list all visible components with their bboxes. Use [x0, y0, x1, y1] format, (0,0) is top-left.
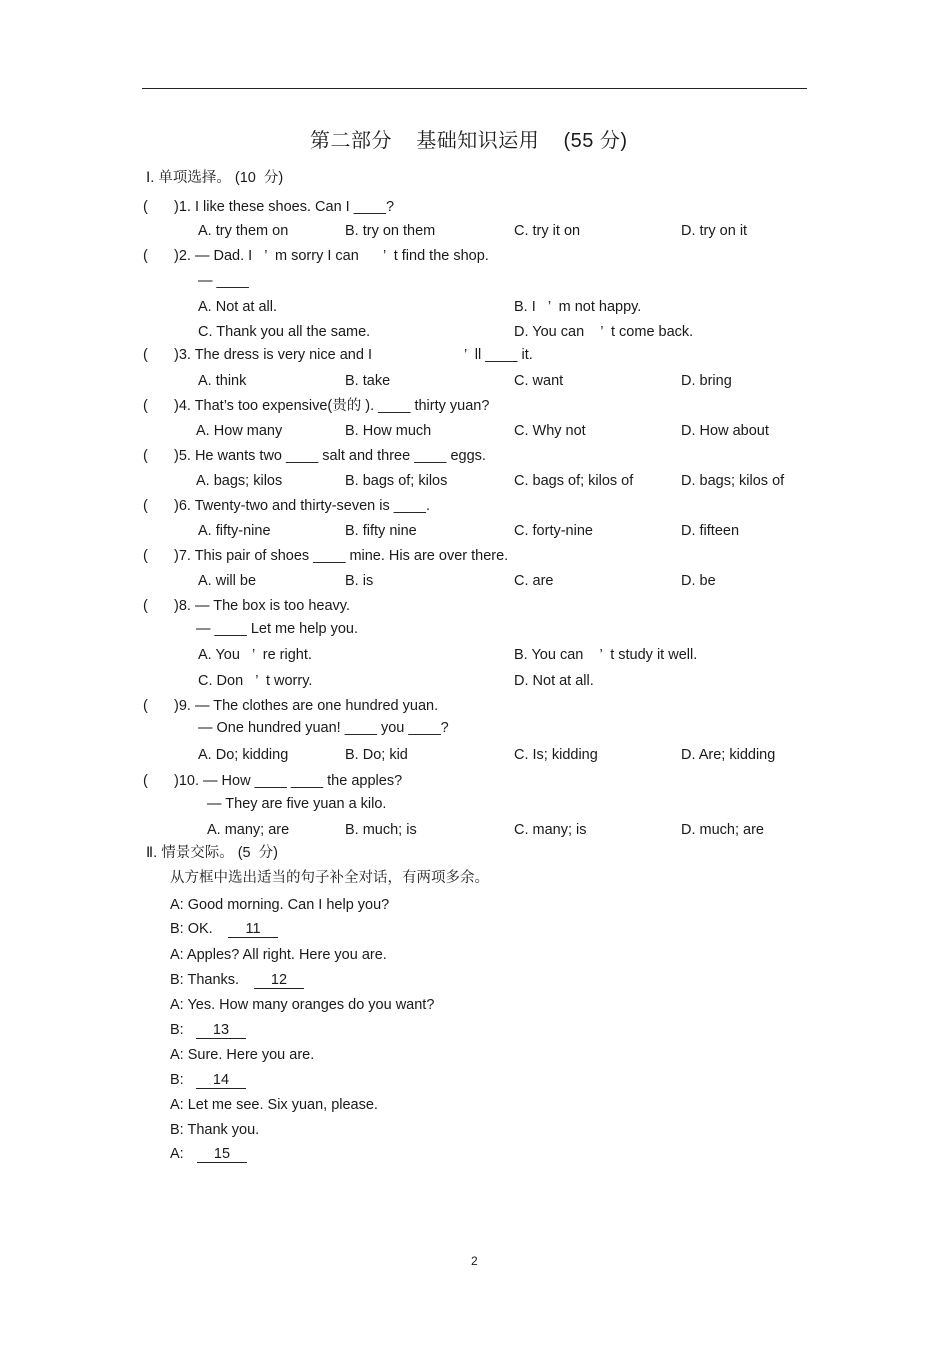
- question-reply: — One hundred yuan! ____ you ____?: [198, 720, 449, 736]
- option-c: C. Why not: [514, 423, 586, 439]
- question-stem: )8. — The box is too heavy.: [174, 598, 350, 614]
- option-a: A. Do; kidding: [198, 747, 289, 763]
- option-a: A. will be: [198, 573, 257, 589]
- question-stem: )7. This pair of shoes ____ mine. His are over there.: [174, 548, 509, 564]
- section2-instruction: 从方框中选出适当的句子补全对话，有两项多余。: [170, 870, 489, 886]
- option-d: D. bags; kilos of: [681, 473, 785, 489]
- question-stem: )4. That’s too expensive(贵的 ). ____ thirty yuan?: [174, 398, 490, 414]
- answer-bracket: (: [143, 498, 148, 514]
- option-b: B. is: [345, 573, 374, 589]
- option-c: C. bags of; kilos of: [514, 473, 634, 489]
- option-b: B. You can ’ t study it well.: [514, 647, 698, 663]
- option-a: A. fifty-nine: [198, 523, 271, 539]
- option-d: D. be: [681, 573, 716, 589]
- option-a: A. try them on: [198, 223, 289, 239]
- option-a: A. bags; kilos: [196, 473, 283, 489]
- answer-bracket: (: [143, 248, 148, 264]
- option-c: C. are: [514, 573, 554, 589]
- dialogue-line: A: Good morning. Can I help you?: [170, 897, 390, 913]
- question-stem: )9. — The clothes are one hundred yuan.: [174, 698, 439, 714]
- question-stem: )5. He wants two ____ salt and three ____ eggs.: [174, 448, 486, 464]
- option-d: D. fifteen: [681, 523, 740, 539]
- option-a: A. think: [198, 373, 247, 389]
- question-reply: — They are five yuan a kilo.: [207, 796, 387, 812]
- dialogue-line: A: Let me see. Six yuan, please.: [170, 1097, 378, 1113]
- option-d: D. much; are: [681, 822, 764, 838]
- dialogue-line: B:: [170, 1072, 184, 1088]
- option-c: C. Thank you all the same.: [198, 324, 371, 340]
- question-stem: )10. — How ____ ____ the apples?: [174, 773, 403, 789]
- option-c: C. want: [514, 373, 564, 389]
- option-c: C. Don ’ t worry.: [198, 673, 313, 689]
- option-d: D. How about: [681, 423, 769, 439]
- question-reply: — ____ Let me help you.: [196, 621, 359, 637]
- part-title: 第二部分 基础知识运用 (55 分): [310, 130, 628, 152]
- question-stem: )6. Twenty-two and thirty-seven is ____.: [174, 498, 431, 514]
- answer-bracket: (: [143, 398, 148, 414]
- answer-blank-12[interactable]: 12: [254, 973, 304, 989]
- answer-blank-15[interactable]: 15: [197, 1147, 247, 1163]
- option-b: B. bags of; kilos: [345, 473, 448, 489]
- question-reply: — ____: [198, 273, 249, 289]
- option-d: D. Not at all.: [514, 673, 594, 689]
- option-c: C. forty-nine: [514, 523, 593, 539]
- answer-bracket: (: [143, 548, 148, 564]
- option-c: C. Is; kidding: [514, 747, 598, 763]
- answer-blank-13[interactable]: 13: [196, 1023, 246, 1039]
- header-rule: [142, 88, 807, 89]
- option-a: A. Not at all.: [198, 299, 277, 315]
- answer-bracket: (: [143, 598, 148, 614]
- option-b: B. fifty nine: [345, 523, 417, 539]
- answer-blank-14[interactable]: 14: [196, 1073, 246, 1089]
- option-d: D. try on it: [681, 223, 748, 239]
- question-stem: )3. The dress is very nice and I: [174, 347, 372, 363]
- answer-blank-11[interactable]: 11: [228, 922, 278, 938]
- answer-bracket: (: [143, 773, 148, 789]
- answer-bracket: (: [143, 199, 148, 215]
- dialogue-line: A:: [170, 1146, 184, 1162]
- section2-heading: Ⅱ. 情景交际。 (5 分): [146, 845, 279, 861]
- option-a: A. many; are: [207, 822, 290, 838]
- option-b: B. How much: [345, 423, 432, 439]
- option-a: A. You ’ re right.: [198, 647, 312, 663]
- dialogue-line: B:: [170, 1022, 184, 1038]
- option-c: C. many; is: [514, 822, 587, 838]
- dialogue-line: B: OK.: [170, 921, 213, 937]
- question-stem: )1. I like these shoes. Can I ____?: [174, 199, 395, 215]
- dialogue-line: A: Apples? All right. Here you are.: [170, 947, 387, 963]
- option-b: B. I ’ m not happy.: [514, 299, 642, 315]
- option-d: D. bring: [681, 373, 732, 389]
- option-b: B. Do; kid: [345, 747, 408, 763]
- dialogue-line: B: Thank you.: [170, 1122, 260, 1138]
- option-c: C. try it on: [514, 223, 581, 239]
- option-d: D. You can ’ t come back.: [514, 324, 694, 340]
- answer-bracket: (: [143, 448, 148, 464]
- question-stem: )2. — Dad. I ’ m sorry I can ’ t find the shop.: [174, 248, 489, 264]
- dialogue-line: A: Yes. How many oranges do you want?: [170, 997, 435, 1013]
- answer-bracket: (: [143, 698, 148, 714]
- option-d: D. Are; kidding: [681, 747, 776, 763]
- section1-heading: Ⅰ. 单项选择。 (10 分): [146, 170, 284, 186]
- dialogue-line: A: Sure. Here you are.: [170, 1047, 315, 1063]
- option-a: A. How many: [196, 423, 283, 439]
- dialogue-line: B: Thanks.: [170, 972, 240, 988]
- page-number: 2: [471, 1254, 478, 1268]
- option-b: B. try on them: [345, 223, 436, 239]
- question-stem-tail: ’ ll ____ it.: [464, 347, 533, 363]
- option-b: B. much; is: [345, 822, 417, 838]
- option-b: B. take: [345, 373, 391, 389]
- answer-bracket: (: [143, 347, 148, 363]
